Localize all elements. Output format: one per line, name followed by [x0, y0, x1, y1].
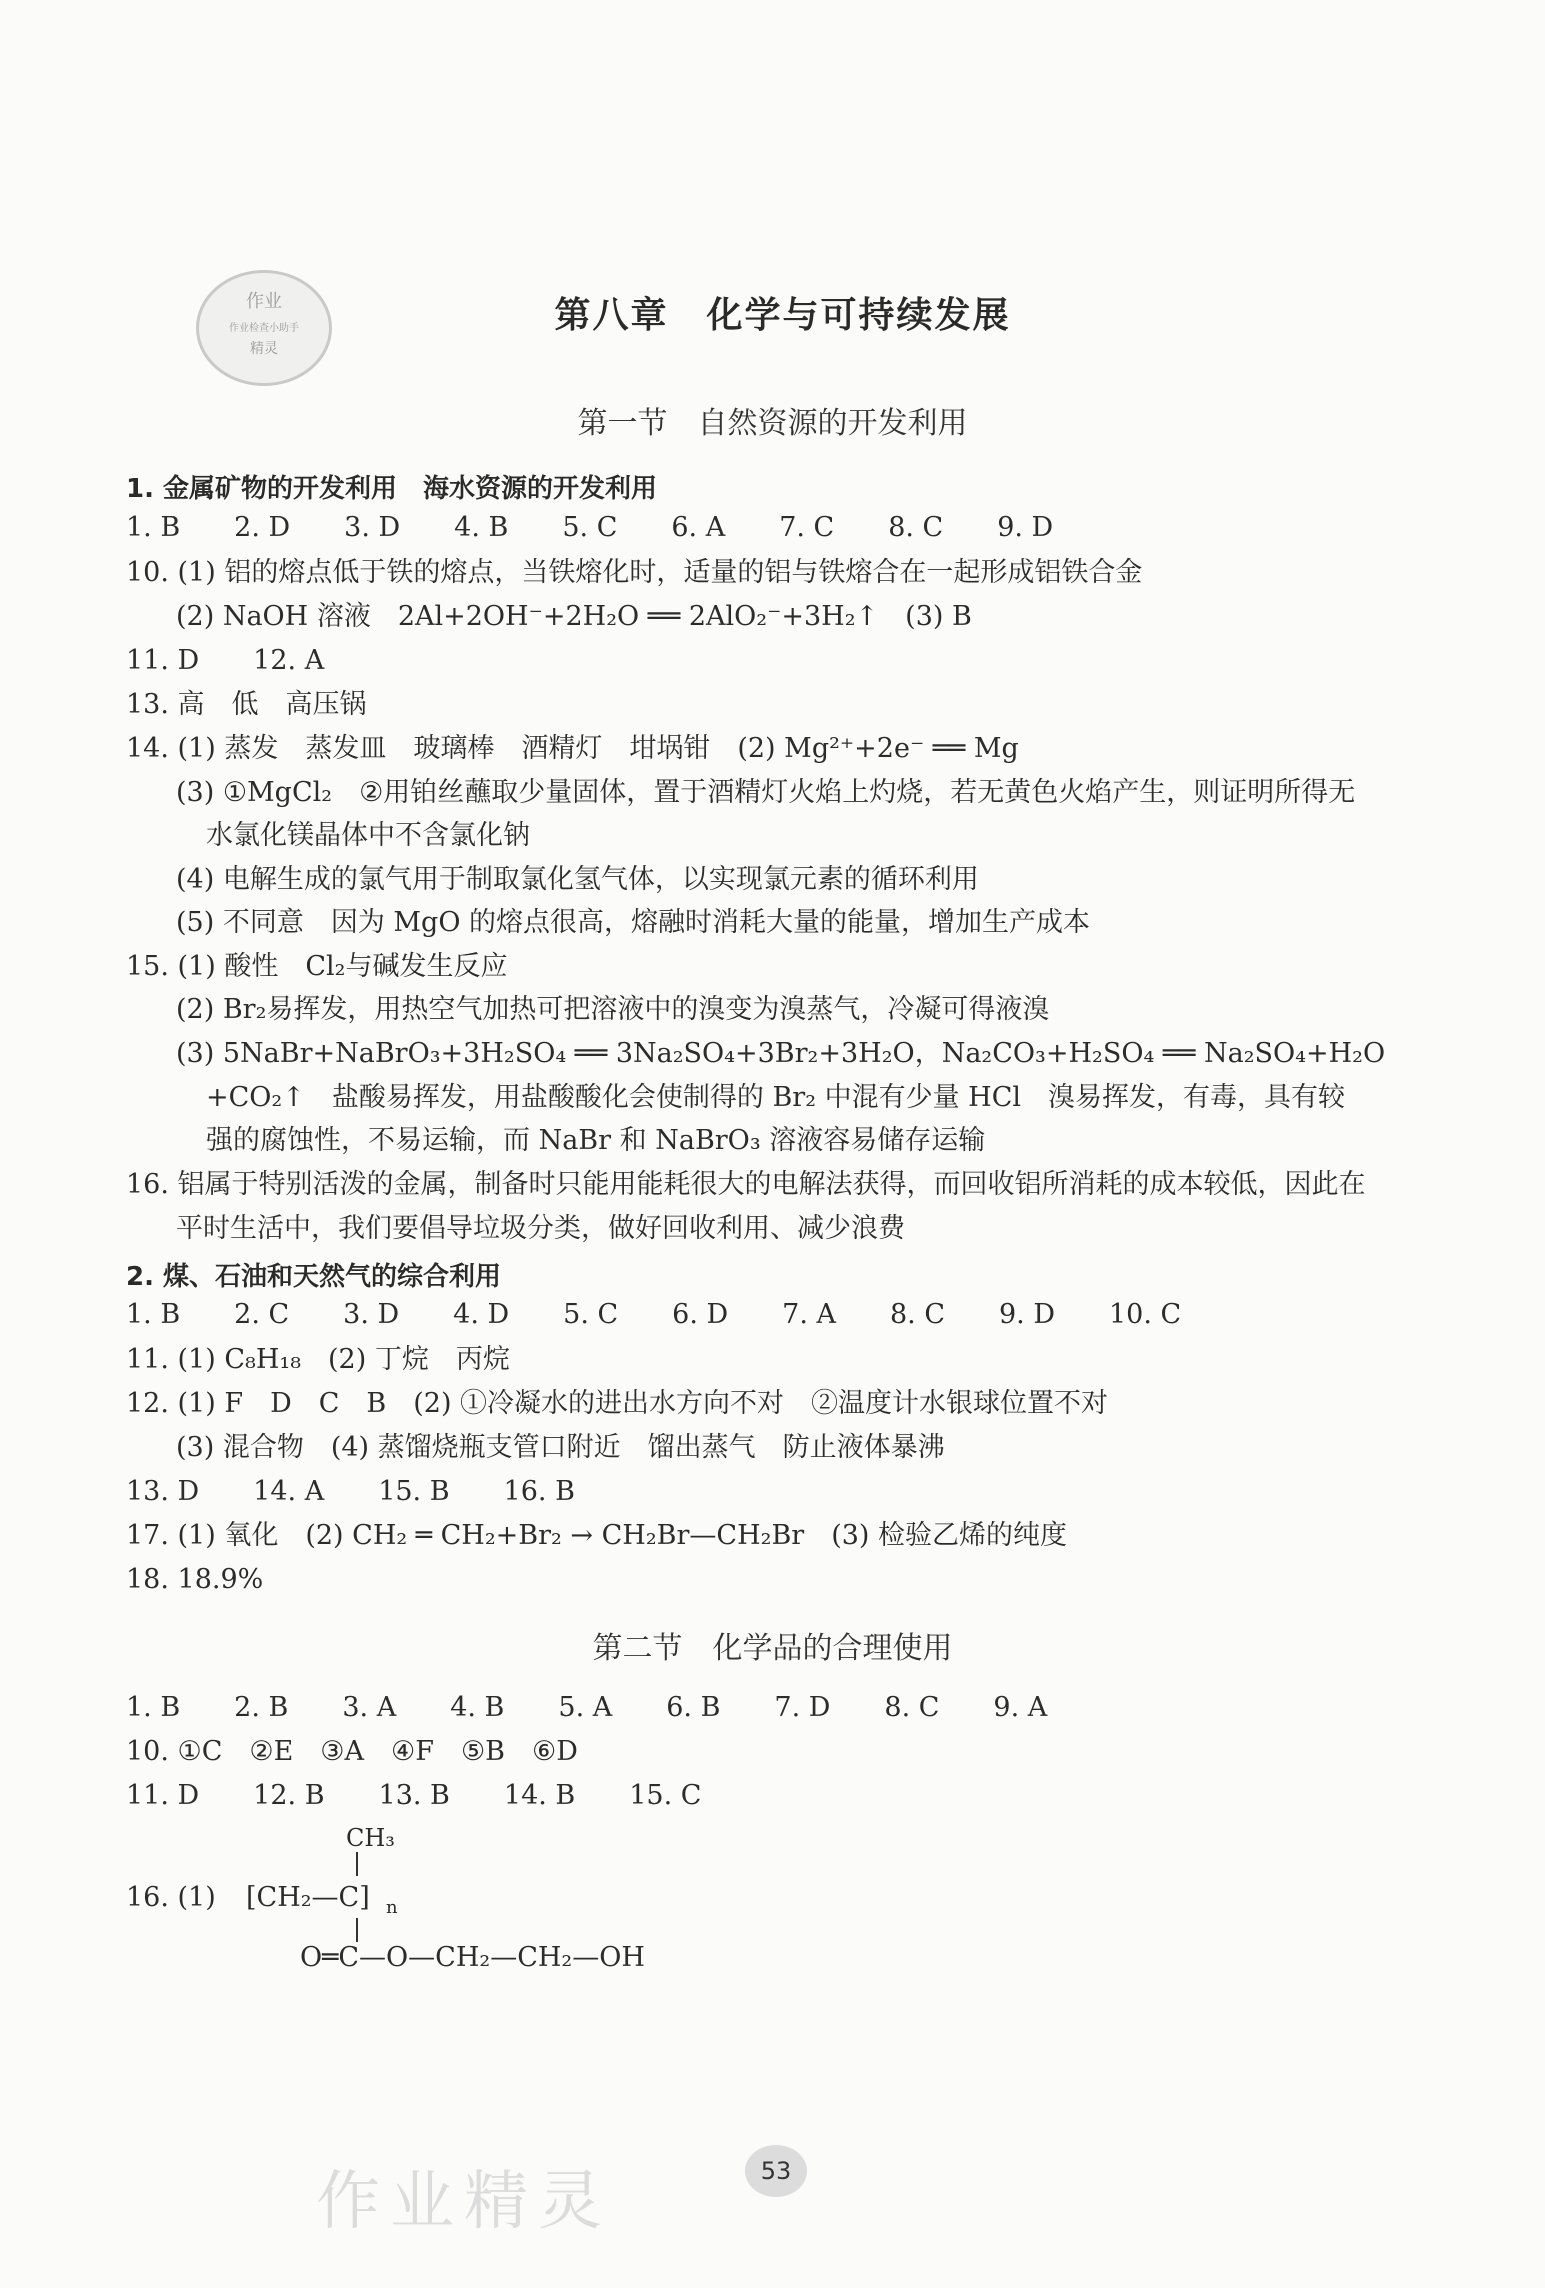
formula-subscript-n: n: [386, 1897, 398, 1918]
answer-line: 14. (1) 蒸发 蒸发皿 玻璃棒 酒精灯 坩埚钳 (2) Mg²⁺+2e⁻ ══ Mg: [126, 733, 1019, 764]
answer-line: (3) 5NaBr+NaBrO₃+3H₂SO₄ ══ 3Na₂SO₄+3Br₂+3H₂O，Na₂CO₃+H₂SO₄ ══ Na₂SO₄+H₂O: [176, 1038, 1386, 1069]
answer-line: (2) NaOH 溶液 2Al+2OH⁻+2H₂O ══ 2AlO₂⁻+3H₂↑ (3) B: [176, 601, 972, 632]
formula-ester: O═C—O—CH₂—CH₂—OH: [300, 1942, 645, 1973]
answer-line: 13. 高 低 高压锅: [126, 689, 367, 720]
answer-line: 10. ①C ②E ③A ④F ⑤B ⑥D: [126, 1736, 578, 1767]
answer-line: 13. D 14. A 15. B 16. B: [126, 1476, 575, 1507]
section-1-title: 第一节 自然资源的开发利用: [577, 406, 968, 441]
answer-line: 12. (1) F D C B (2) ①冷凝水的进出水方向不对 ②温度计水银球位置不对: [126, 1388, 1109, 1419]
answer-line: 11. (1) C₈H₁₈ (2) 丁烷 丙烷: [126, 1344, 510, 1375]
answer-line: 15. (1) 酸性 Cl₂与碱发生反应: [126, 951, 508, 982]
answer-line: (3) ①MgCl₂ ②用铂丝蘸取少量固体，置于酒精灯火焰上灼烧，若无黄色火焰产生，则证明所得无: [176, 777, 1356, 808]
answer-line: 11. D 12. B 13. B 14. B 15. C: [126, 1780, 702, 1811]
answer-line: 1. B 2. D 3. D 4. B 5. C 6. A 7. C 8. C 9. D: [126, 512, 1054, 543]
answer-line: 水氯化镁晶体中不含氯化钠: [206, 820, 530, 851]
answer-line: (3) 混合物 (4) 蒸馏烧瓶支管口附近 馏出蒸气 防止液体暴沸: [176, 1432, 945, 1463]
answer-line: (2) Br₂易挥发，用热空气加热可把溶液中的溴变为溴蒸气，冷凝可得液溴: [176, 994, 1050, 1025]
subsection-2-heading: 2. 煤、石油和天然气的综合利用: [126, 1262, 502, 1292]
answer-line: 平时生活中，我们要倡导垃圾分类，做好回收利用、减少浪费: [176, 1213, 905, 1244]
subsection-1-heading: 1. 金属矿物的开发利用 海水资源的开发利用: [126, 474, 658, 504]
answer-line: (4) 电解生成的氯气用于制取氯化氢气体，以实现氯元素的循环利用: [176, 864, 979, 895]
stamp-text-3: 精灵: [250, 341, 278, 357]
answer-line: 强的腐蚀性，不易运输，而 NaBr 和 NaBrO₃ 溶液容易储存运输: [206, 1125, 986, 1156]
answer-line: 10. (1) 铝的熔点低于铁的熔点，当铁熔化时，适量的铝与铁熔合在一起形成铝铁合金: [126, 557, 1143, 588]
chapter-title: 第八章 化学与可持续发展: [554, 295, 1011, 336]
section-2-title: 第二节 化学品的合理使用: [592, 1631, 953, 1666]
formula-bond-up: [356, 1852, 358, 1876]
stamp-text-2: 作业检查小助手: [229, 323, 299, 334]
formula-methyl: CH₃: [346, 1824, 395, 1852]
answer-line: 11. D 12. A: [126, 645, 325, 676]
answer-line: 18. 18.9%: [126, 1564, 264, 1595]
answer-line: +CO₂↑ 盐酸易挥发，用盐酸酸化会使制得的 Br₂ 中混有少量 HCl 溴易挥发，有毒，具有较: [206, 1082, 1346, 1113]
watermark: 作业精灵: [316, 2165, 612, 2239]
page-number: 53: [745, 2145, 807, 2197]
answer-line: 1. B 2. C 3. D 4. D 5. C 6. D 7. A 8. C 9. D 10. C: [126, 1299, 1182, 1330]
answer-line: 16. (1): [126, 1882, 216, 1913]
formula-backbone: [CH₂—C]: [246, 1882, 370, 1913]
stamp-text-1: 作业: [246, 291, 282, 312]
answer-line: 16. 铝属于特别活泼的金属，制备时只能用能耗很大的电解法获得，而回收铝所消耗的成本较低，因此在: [126, 1169, 1366, 1200]
answer-line: 1. B 2. B 3. A 4. B 5. A 6. B 7. D 8. C 9. A: [126, 1692, 1048, 1723]
answer-line: 17. (1) 氧化 (2) CH₂ ═ CH₂+Br₂ → CH₂Br—CH₂Br (3) 检验乙烯的纯度: [126, 1520, 1068, 1551]
answer-line: (5) 不同意 因为 MgO 的熔点很高，熔融时消耗大量的能量，增加生产成本: [176, 907, 1091, 938]
